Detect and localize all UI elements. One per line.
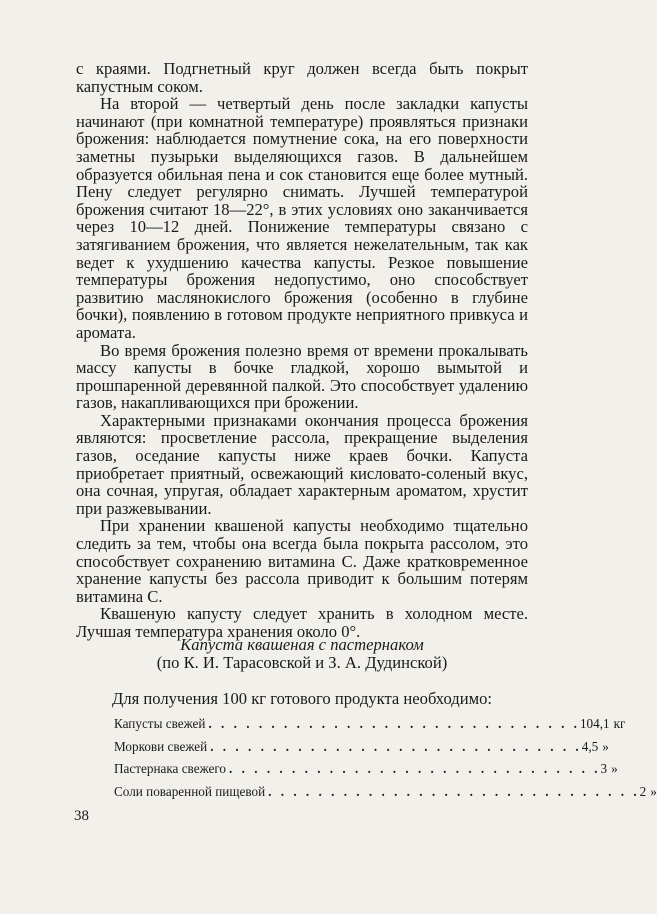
ingredient-unit: кг <box>613 716 626 731</box>
paragraph: При хранении квашеной капусты необходимо тщательно следить за тем, чтобы она всегда была покрыта рассолом, это способствует сохранению витамина С. Даже кратковременное хранение капусты без рассола приводит к большим потерям витамина С. <box>76 516 528 606</box>
ingredients-list <box>114 716 657 806</box>
recipe-authors: (по К. И. Тарасовской и З. А. Дудинской) <box>156 653 448 672</box>
ingredient-name: Моркови свежей <box>114 738 208 754</box>
recipe-yield: Для получения 100 кг готового продукта необходимо: <box>112 689 492 708</box>
ingredient-qty: 2 <box>639 783 647 799</box>
ingredient-qty: 4,5 <box>581 738 599 754</box>
ingredient-name: Капусты свежей <box>114 716 206 731</box>
paragraph: с краями. Подгнетный круг должен всегда быть покрыт капустным соком. <box>76 59 528 96</box>
body-text <box>76 60 528 641</box>
leader-dots: . . . . . . . . . . . . . . . . . . . . . . . . . . . . . . <box>229 761 601 776</box>
page-number: 38 <box>74 808 89 824</box>
leader-dots: . . . . . . . . . . . . . . . . . . . . . . . . . . . . . . <box>210 738 582 754</box>
ingredient-unit: » <box>611 761 618 776</box>
ingredient-row <box>114 761 618 784</box>
ingredient-row <box>114 716 626 739</box>
paragraph: Квашеную капусту следует хранить в холодном месте. Лучшая температура хранения около 0°. <box>76 604 528 641</box>
leader-dots: . . . . . . . . . . . . . . . . . . . . . . . . . . . . . . <box>208 716 580 731</box>
ingredient-unit: » <box>650 783 657 799</box>
ingredient-qty: 3 <box>600 761 608 776</box>
recipe-heading <box>76 636 528 672</box>
paragraph: Характерными признаками окончания процесса брожения являются: просветление рассола, прекращение выделения газов, оседание капусты ниже краев бочки. Капуста приобретает приятный, освежающий кисловато-соленый вкус, она сочная, упругая, обладает характерным ароматом, хрустит при разжевывании. <box>76 410 528 518</box>
ingredient-row <box>114 783 657 807</box>
leader-dots: . . . . . . . . . . . . . . . . . . . . . . . . . . . . . . <box>268 783 640 799</box>
ingredient-name: Соли поваренной пищевой <box>114 783 266 799</box>
paragraph: Во время брожения полезно время от времени прокалывать массу капусты в бочке гладкой, хорошо вымытой и прошпаренной деревянной палкой. Это способствует удалению газов, накапливающихся при брожении. <box>76 340 528 413</box>
ingredient-name: Пастернака свежего <box>114 761 227 776</box>
ingredient-unit: » <box>602 738 609 754</box>
ingredient-qty: 104,1 <box>579 716 610 731</box>
recipe-title: Капуста квашеная с пастернаком <box>180 635 424 654</box>
paragraph: На второй — четвертый день после закладки капусты начинают (при комнатной температуре) проявляться признаки брожения: наблюдается помутнение сока, на его поверхности заметны пузырьки выделяющихся газов. В дальнейшем образуется обильная пена и сок становится еще более мутный. Пену следует регулярно снимать. Лучшей температурой брожения считают 18—22°, в этих условиях оно заканчивается через 10—12 дней. Понижение температуры связано с затягиванием брожения, что является нежелательным, так как ведет к ухудшению качества капусты. Резкое повышение температуры брожения недопустимо, оно способствует развитию маслянокислого брожения (особенно в глубине бочки), появлению в готовом продукте неприятного привкуса и аромата. <box>76 94 528 342</box>
ingredient-row <box>114 738 609 762</box>
